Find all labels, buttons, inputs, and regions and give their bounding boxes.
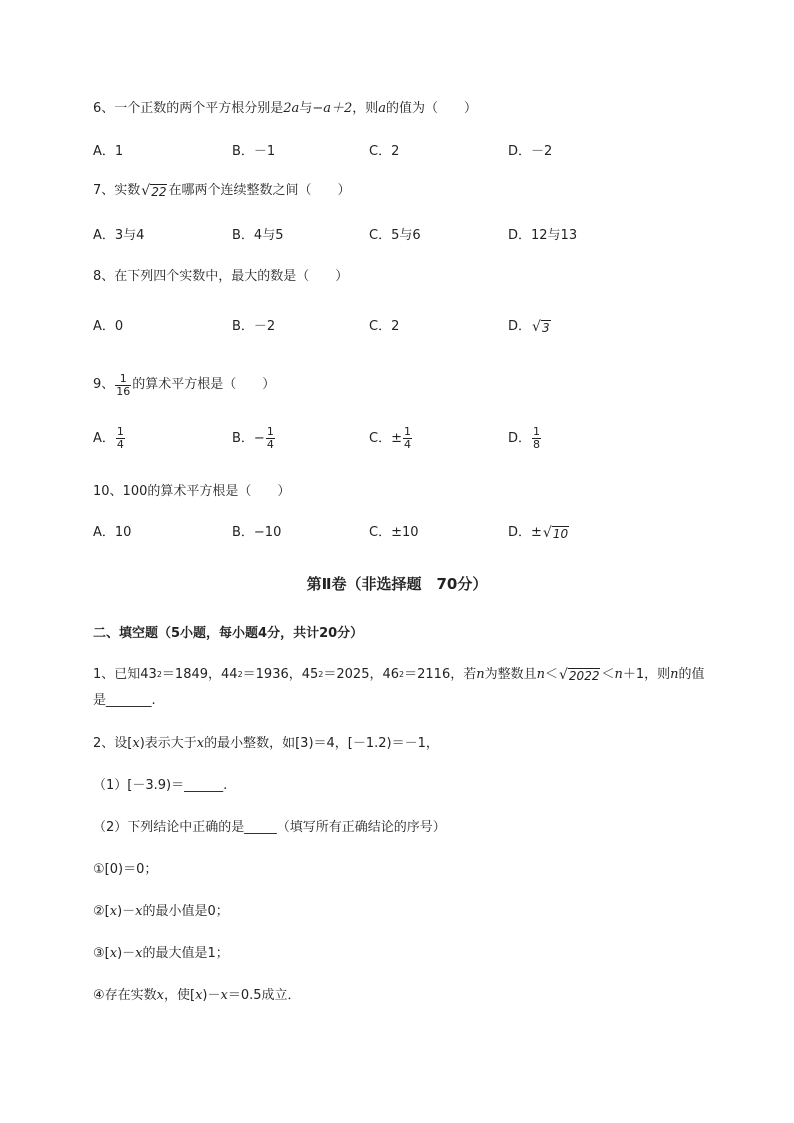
q8-options (93, 318, 713, 340)
f2-c3-b: )－ (117, 946, 136, 961)
f1-n-3: n (614, 667, 623, 682)
f2-c4-a: ④存在实数 (93, 988, 157, 1003)
question-8: 8、在下列四个实数中，最大的数是（ ） (93, 269, 349, 284)
f1-sqrt: √ 2022 (559, 667, 600, 683)
q9-c-num: 1 (403, 425, 411, 438)
section-title: 第Ⅱ卷（非选择题 70分） (306, 575, 488, 593)
q7-option-a: A．3与4 (93, 228, 145, 243)
q7-options (93, 227, 713, 249)
q9-a-den: 4 (116, 438, 124, 451)
q6-option-c: C．2 (369, 144, 400, 159)
f2-part-b: )表示大于 (139, 736, 197, 751)
fill-2-choice-3 (93, 945, 229, 963)
question-10: 10、100的算术平方根是（ ） (93, 484, 291, 499)
fill-2-sub-2: （2）下列结论中正确的是_____（填写所有正确结论的序号） (93, 820, 446, 835)
f1-part-c: ＝1936，45 (242, 667, 319, 682)
fill-1-line-2: 是_______. (93, 693, 156, 708)
f1-lt-2: ＜ (601, 667, 615, 682)
q9-option-c-frac (403, 426, 412, 451)
q10-option-d-label: D．± (508, 525, 542, 540)
q6-text-post: ，则 (352, 101, 379, 116)
q10-option-d (508, 524, 570, 542)
f1-part-d: ＝2025，46 (323, 667, 400, 682)
f2-c4-x-3: x (220, 988, 228, 1003)
f1-part-b: ＝1849，44 (161, 667, 238, 682)
f1-part-e: ＝2116，若 (404, 667, 477, 682)
f1-part-h: 的值 (678, 667, 705, 682)
f2-c2-a: ②[ (93, 904, 110, 919)
q7-option-c: C．5与6 (369, 228, 421, 243)
part2-heading: 二、填空题（5小题，每小题4分，共计20分） (93, 626, 364, 641)
f2-c2-x-1: x (109, 904, 118, 919)
fill-2-choice-1: ①[0)＝0； (93, 862, 158, 877)
q8-option-c: C．2 (369, 319, 400, 334)
q6-text: 6、一个正数的两个平方根分别是 (93, 101, 284, 116)
f1-part-g: ＋1，则 (622, 667, 671, 682)
q9-text-post: 的算术平方根是（ ） (132, 377, 276, 392)
f2-c2-b: )－ (117, 904, 136, 919)
q9-option-a (93, 426, 126, 451)
q6-text-mid: 与 (299, 101, 313, 116)
q9-d-den: 8 (533, 438, 541, 451)
f2-c4-x-2: x (195, 988, 203, 1003)
q10-option-d-radicand: 10 (552, 527, 569, 541)
q9-option-d-label: D． (508, 430, 532, 446)
f2-c3-c: 的最大值是1； (142, 946, 229, 961)
f2-c3-a: ③[ (93, 946, 110, 961)
q9-fraction (115, 373, 131, 398)
q7-option-d: D．12与13 (508, 228, 578, 243)
q9-option-a-frac (116, 426, 125, 451)
f2-c3-x-1: x (109, 946, 118, 961)
q6-option-b: B．－1 (232, 144, 276, 159)
f1-n-1: n (476, 667, 485, 682)
fill-2 (93, 735, 439, 753)
question-7 (93, 182, 351, 200)
q9-option-b-frac (266, 426, 275, 451)
q9-d-num: 1 (533, 425, 541, 438)
q7-radicand: 22 (151, 185, 167, 199)
q10-option-c: C．±10 (369, 525, 419, 540)
f1-n-4: n (670, 667, 679, 682)
q9-frac-num: 1 (119, 371, 127, 385)
q6-text-end: 的值为（ ） (386, 101, 478, 116)
f1-part-a: 1、已知43 (93, 667, 157, 682)
q9-option-d (508, 426, 542, 451)
f2-c2-c: 的最小值是0； (142, 904, 229, 919)
q9-option-d-frac (532, 426, 541, 451)
q8-option-a: A．0 (93, 319, 124, 334)
f2-c2-x-2: x (135, 904, 143, 919)
fill-2-choice-4 (93, 987, 301, 1005)
q6-var: a (378, 101, 387, 116)
q8-option-d (508, 318, 552, 336)
q9-option-c (369, 426, 413, 451)
q6-option-d: D．－2 (508, 144, 553, 159)
q9-option-c-label: C．± (369, 430, 402, 446)
q7-sqrt: √ 22 (141, 183, 167, 199)
f1-radicand: 2022 (568, 669, 600, 683)
q9-option-a-label: A． (93, 430, 115, 446)
question-9 (93, 368, 275, 402)
q9-option-b-label: B．− (232, 430, 265, 446)
fill-2-choice-2 (93, 903, 229, 921)
q8-option-d-label: D． (508, 319, 532, 334)
q7-text: 7、实数 (93, 183, 141, 198)
f1-n-2: n (536, 667, 545, 682)
f2-c4-b: ，使[ (164, 988, 196, 1003)
q9-text: 9、 (93, 377, 115, 392)
fill-2-sub-1: （1）[－3.9)＝______. (93, 778, 228, 793)
f2-part-c: 的最小整数，如[3)＝4，[－1.2)＝－1， (204, 736, 439, 751)
fill-1: 1、已知43 2 ＝1849，44 2 ＝1936，45 2 ＝2025，46 2 ＝2116，若 n 为整数且 n ＜ √ 2022 ＜ n ＋1，则 n 的值 (93, 667, 705, 683)
f1-lt-1: ＜ (544, 667, 558, 682)
q7-option-b: B．4与5 (232, 228, 284, 243)
f2-c4-d: ＝0.5成立． (227, 988, 301, 1003)
f1-part-f: 为整数且 (484, 667, 537, 682)
q7-text-post: 在哪两个连续整数之间（ ） (168, 183, 351, 198)
q9-options (93, 426, 713, 460)
q9-b-num: 1 (266, 425, 274, 438)
f2-x-1: x (132, 736, 140, 751)
q10-option-d-sqrt: √ 10 (542, 525, 569, 541)
f2-c4-x-1: x (156, 988, 164, 1003)
q6-option-a: A．1 (93, 144, 124, 159)
q9-c-den: 4 (403, 438, 411, 451)
f2-part-a: 2、设[ (93, 736, 133, 751)
q9-frac-den: 16 (116, 384, 131, 398)
f2-c4-c: )－ (202, 988, 221, 1003)
q8-option-d-sqrt: √ 3 (532, 319, 550, 335)
q9-option-b (232, 426, 276, 451)
q6-expr1: 2a (283, 101, 300, 116)
q8-option-d-radicand: 3 (541, 321, 550, 335)
q10-option-b: B．−10 (232, 525, 282, 540)
q9-a-num: 1 (116, 425, 124, 438)
q10-option-a: A．10 (93, 525, 132, 540)
q9-b-den: 4 (266, 438, 274, 451)
question-6 (93, 100, 477, 118)
q8-option-b: B．－2 (232, 319, 276, 334)
q6-expr2: −a＋2 (312, 101, 353, 116)
f2-c3-x-2: x (135, 946, 143, 961)
f2-x-2: x (196, 736, 205, 751)
q6-options (93, 143, 713, 165)
q10-options (93, 524, 713, 546)
